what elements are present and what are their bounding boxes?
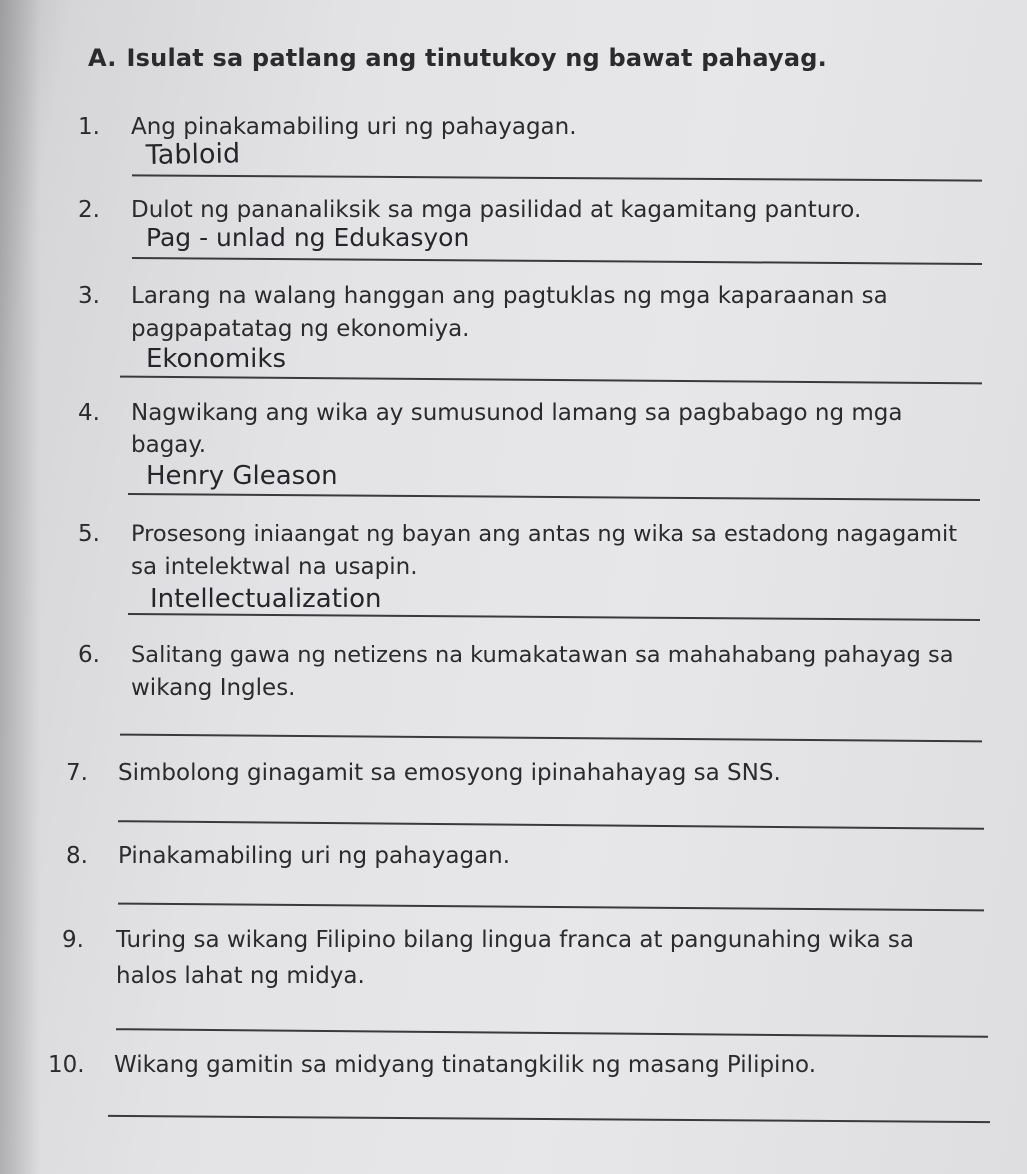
- question-number: 7.: [66, 760, 88, 786]
- answer-blank[interactable]: [128, 613, 980, 621]
- question-number: 9.: [62, 927, 84, 953]
- question-text-continued: bagay.: [131, 432, 207, 458]
- handwritten-answer: Tabloid: [145, 138, 241, 171]
- question-text: Pinakamabiling uri ng pahayagan.: [118, 843, 511, 869]
- question-number: 4.: [78, 400, 100, 426]
- answer-blank[interactable]: [118, 820, 984, 830]
- answer-blank[interactable]: [132, 174, 982, 181]
- answer-blank[interactable]: [118, 903, 984, 912]
- question-text-continued: wikang Ingles.: [131, 675, 296, 701]
- question-text-continued: halos lahat ng midya.: [116, 963, 365, 989]
- answer-blank[interactable]: [132, 257, 982, 265]
- handwritten-answer: Pag - unlad ng Edukasyon: [146, 223, 470, 252]
- question-number: 10.: [48, 1052, 85, 1078]
- answer-blank[interactable]: [120, 376, 982, 385]
- question-number: 1.: [78, 114, 100, 140]
- question-text: Larang na walang hanggan ang pagtuklas ng mga kaparaanan sa: [131, 283, 888, 309]
- handwritten-answer: Intellectualization: [150, 584, 382, 614]
- question-text: Simbolong ginagamit sa emosyong ipinahahayag sa SNS.: [118, 760, 781, 786]
- question-text: Ang pinakamabiling uri ng pahayagan.: [131, 114, 577, 140]
- question-number: 5.: [78, 521, 100, 547]
- question-text: Salitang gawa ng netizens na kumakatawan sa mahahabang pahayag sa: [131, 642, 954, 668]
- answer-blank[interactable]: [120, 734, 982, 743]
- question-text: Dulot ng pananaliksik sa mga pasilidad at kagamitang panturo.: [131, 197, 862, 223]
- handwritten-answer: Ekonomiks: [146, 344, 287, 374]
- answer-blank[interactable]: [116, 1028, 988, 1038]
- question-text: Nagwikang ang wika ay sumusunod lamang sa pagbabago ng mga: [131, 400, 903, 426]
- handwritten-answer: Henry Gleason: [146, 461, 338, 491]
- question-text-continued: pagpapatatag ng ekonomiya.: [131, 316, 470, 342]
- question-text: Prosesong iniaangat ng bayan ang antas ng wika sa estadong nagagamit: [131, 521, 958, 547]
- question-number: 3.: [78, 283, 100, 309]
- section-heading: [88, 44, 827, 72]
- question-number: 2.: [78, 197, 100, 223]
- page-edge-shadow: [0, 0, 40, 1174]
- question-text: Turing sa wikang Filipino bilang lingua franca at pangunahing wika sa: [116, 927, 915, 953]
- section-letter: A.: [88, 44, 117, 72]
- question-number: 8.: [66, 843, 88, 869]
- question-text: Wikang gamitin sa midyang tinatangkilik ng masang Pilipino.: [114, 1052, 817, 1078]
- answer-blank[interactable]: [128, 493, 980, 501]
- question-text-continued: sa intelektwal na usapin.: [131, 554, 418, 580]
- section-instruction: Isulat sa patlang ang tinutukoy ng bawat pahayag.: [126, 44, 827, 72]
- answer-blank[interactable]: [108, 1115, 990, 1123]
- question-number: 6.: [78, 642, 100, 668]
